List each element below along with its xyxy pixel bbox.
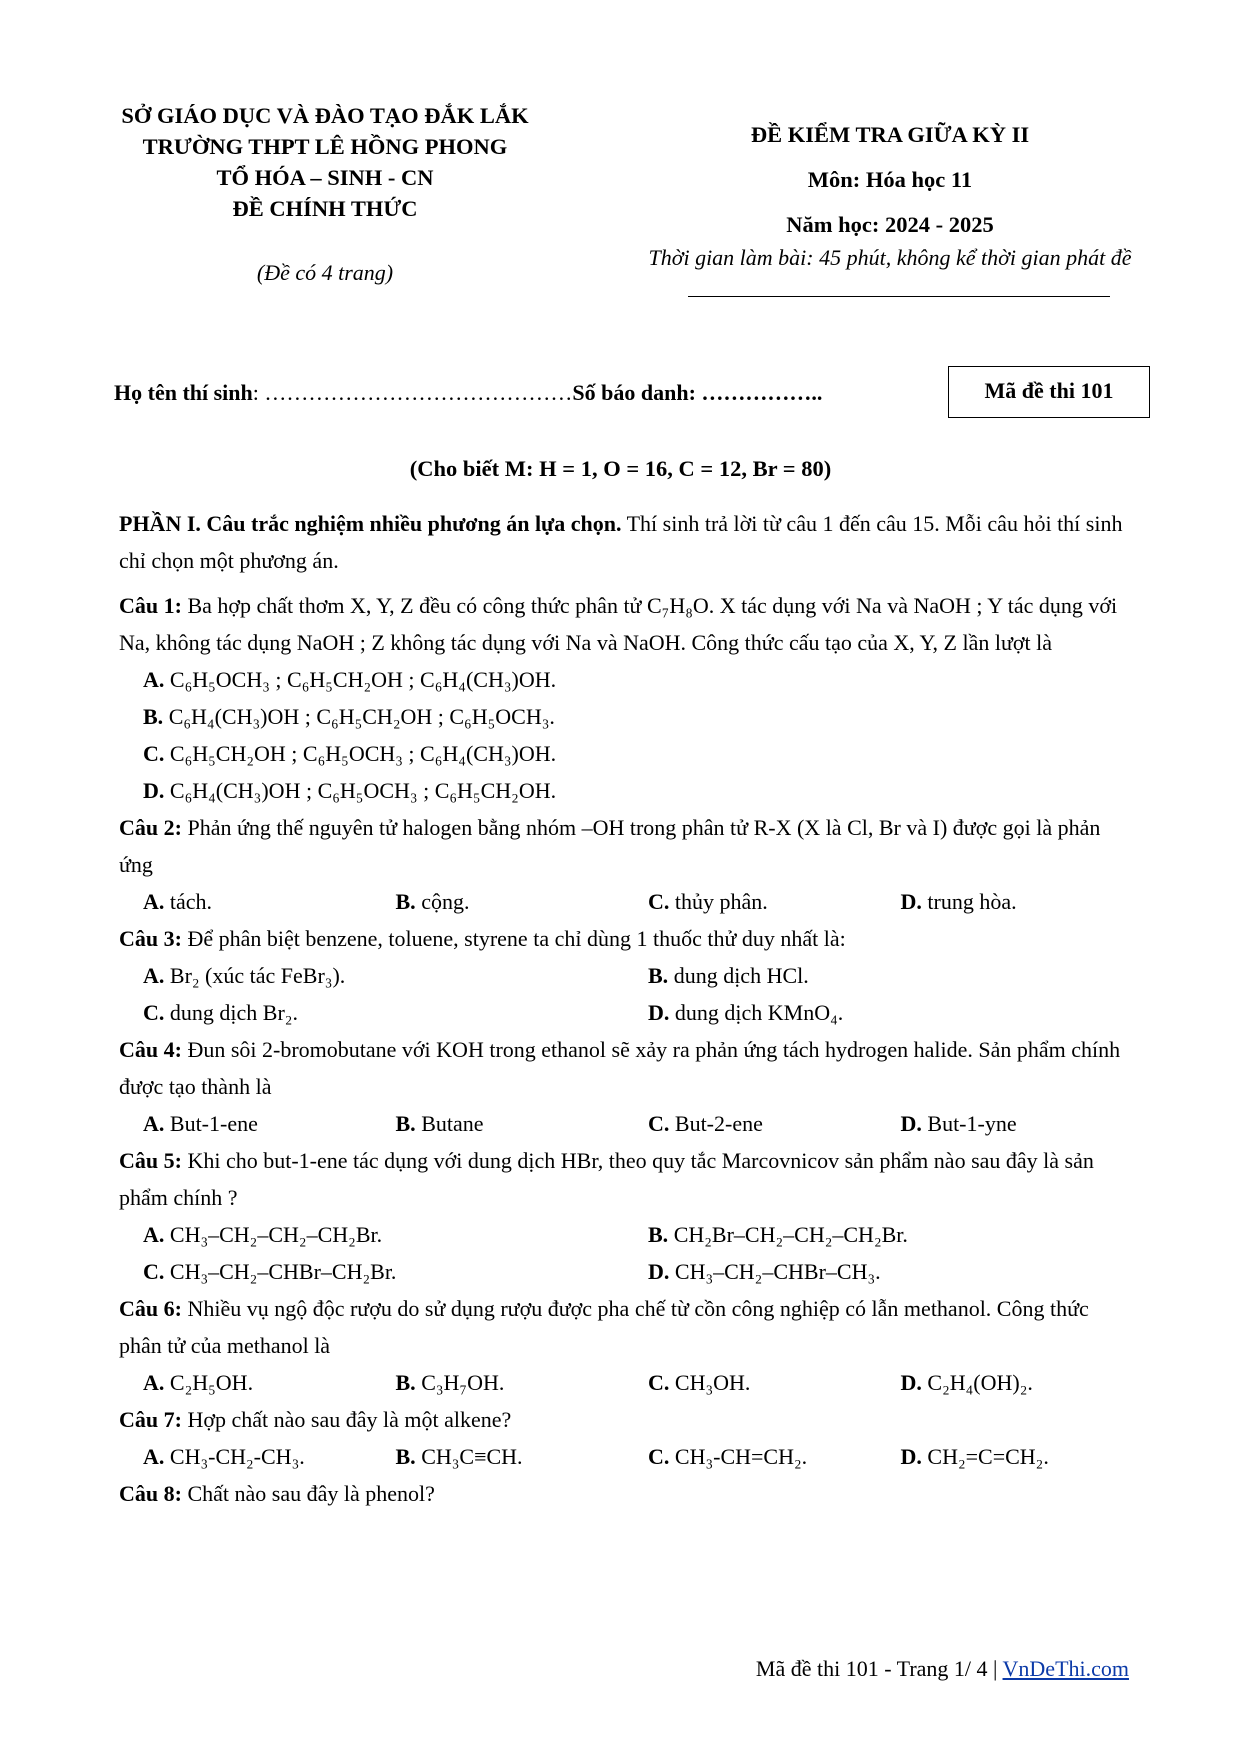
question-text: Đun sôi 2-bromobutane với KOH trong ethanol sẽ xảy ra phản ứng tách hydrogen halide. Sản phẩm chính được tạo thành là bbox=[119, 1037, 1121, 1099]
exam-code-box: Mã đề thi 101 bbox=[948, 366, 1150, 418]
question-label: Câu 7: bbox=[119, 1407, 182, 1432]
question-text: Khi cho but-1-ene tác dụng với dung dịch HBr, theo quy tắc Marcovnicov sản phẩm nào sau đây là sản phẩm chính ? bbox=[119, 1148, 1094, 1210]
option-letter: A. bbox=[143, 1444, 165, 1469]
option-text: CH₃-CH=CH₂. bbox=[669, 1444, 808, 1469]
page-footer bbox=[756, 1656, 1129, 1682]
option-text: thủy phân. bbox=[669, 889, 768, 914]
option-text: But-2-ene bbox=[669, 1111, 763, 1136]
candidate-id-label: Số báo danh: …………….. bbox=[572, 380, 823, 405]
option-text: CH₃–CH₂–CHBr–CH₂Br. bbox=[164, 1259, 397, 1284]
question-1 bbox=[119, 587, 1129, 661]
option-c bbox=[624, 883, 877, 920]
options-row bbox=[119, 1216, 1129, 1253]
option-letter: D. bbox=[143, 778, 165, 803]
question-label: Câu 6: bbox=[119, 1296, 182, 1321]
option-letter: D. bbox=[900, 1370, 922, 1395]
option-d bbox=[877, 883, 1130, 920]
option-text: C₆H₅OCH₃ ; C₆H₅CH₂OH ; C₆H₄(CH₃)OH. bbox=[164, 667, 557, 692]
options-row bbox=[119, 1105, 1129, 1142]
footer-link[interactable]: VnDeThi.com bbox=[1002, 1656, 1129, 1681]
option-letter: C. bbox=[143, 1259, 165, 1284]
part1-heading: PHẦN I. Câu trắc nghiệm nhiều phương án lựa chọn. bbox=[119, 511, 622, 536]
option-text: dung dịch HCl. bbox=[668, 963, 809, 988]
option-text: But-1-ene bbox=[164, 1111, 258, 1136]
options-row bbox=[119, 957, 1129, 994]
option-b bbox=[624, 957, 1129, 994]
school-year: Năm học: 2024 - 2025 bbox=[786, 212, 994, 237]
options-row bbox=[119, 772, 1129, 809]
option-letter: B. bbox=[395, 1444, 416, 1469]
option-letter: C. bbox=[648, 1370, 670, 1395]
option-letter: B. bbox=[395, 889, 416, 914]
question-text: Nhiều vụ ngộ độc rượu do sử dụng rượu được pha chế từ cồn công nghiệp có lẫn methanol. Công thức phân tử của methanol là bbox=[119, 1296, 1089, 1358]
options-row bbox=[119, 698, 1129, 735]
option-a bbox=[119, 1364, 372, 1401]
option-c bbox=[119, 1253, 624, 1290]
option-letter: A. bbox=[143, 1111, 165, 1136]
options-row bbox=[119, 735, 1129, 772]
option-b bbox=[372, 1438, 625, 1475]
questions-list bbox=[119, 587, 1129, 1512]
question-text: Phản ứng thế nguyên tử halogen bằng nhóm –OH trong phân tử R-X (X là Cl, Br và I) được gọi là phản ứng bbox=[119, 815, 1101, 877]
option-d bbox=[624, 994, 1129, 1031]
option-d bbox=[119, 772, 1129, 809]
option-letter: C. bbox=[143, 1000, 165, 1025]
exam-body bbox=[119, 505, 1129, 1512]
question-2 bbox=[119, 809, 1129, 883]
option-a bbox=[119, 1105, 372, 1142]
option-a bbox=[119, 957, 624, 994]
options-row bbox=[119, 1438, 1129, 1475]
option-letter: D. bbox=[900, 889, 922, 914]
option-letter: A. bbox=[143, 1370, 165, 1395]
option-text: tách. bbox=[164, 889, 213, 914]
option-b bbox=[372, 1105, 625, 1142]
question-label: Câu 2: bbox=[119, 815, 182, 840]
given-data: (Cho biết M: H = 1, O = 16, C = 12, Br = 80) bbox=[409, 456, 832, 481]
exam-header bbox=[600, 112, 1180, 247]
option-letter: D. bbox=[900, 1444, 922, 1469]
official-label: ĐỀ CHÍNH THỨC bbox=[232, 196, 418, 221]
options-row bbox=[119, 661, 1129, 698]
option-letter: C. bbox=[648, 1111, 670, 1136]
department-name: SỞ GIÁO DỤC VÀ ĐÀO TẠO ĐẮK LẮK bbox=[121, 103, 529, 128]
option-b bbox=[372, 1364, 625, 1401]
question-text: Để phân biệt benzene, toluene, styrene ta chỉ dùng 1 thuốc thử duy nhất là: bbox=[181, 926, 846, 951]
option-text: C₂H₅OH. bbox=[164, 1370, 254, 1395]
question-label: Câu 5: bbox=[119, 1148, 182, 1173]
option-letter: D. bbox=[648, 1000, 670, 1025]
group-name: TỔ HÓA – SINH - CN bbox=[216, 165, 434, 190]
options-row bbox=[119, 994, 1129, 1031]
option-c bbox=[624, 1364, 877, 1401]
candidate-name-dots: : …………………………………… bbox=[252, 380, 573, 405]
option-letter: C. bbox=[143, 741, 165, 766]
option-text: CH₃–CH₂–CH₂–CH₂Br. bbox=[164, 1222, 383, 1247]
option-a bbox=[119, 883, 372, 920]
option-text: dung dịch KMnO₄. bbox=[669, 1000, 844, 1025]
option-c bbox=[624, 1438, 877, 1475]
candidate-line bbox=[114, 380, 822, 406]
option-a bbox=[119, 661, 1129, 698]
option-text: cộng. bbox=[415, 889, 470, 914]
question-text: Chất nào sau đây là phenol? bbox=[181, 1481, 435, 1506]
option-text: CH₃-CH₂-CH₃. bbox=[164, 1444, 305, 1469]
option-text: CH₂Br–CH₂–CH₂–CH₂Br. bbox=[668, 1222, 908, 1247]
question-5 bbox=[119, 1142, 1129, 1216]
page-count-note: (Đề có 4 trang) bbox=[256, 260, 394, 285]
exam-title: ĐỀ KIỂM TRA GIỮA KỲ II bbox=[750, 122, 1030, 147]
option-text: C₆H₄(CH₃)OH ; C₆H₅OCH₃ ; C₆H₅CH₂OH. bbox=[164, 778, 557, 803]
option-letter: A. bbox=[143, 667, 165, 692]
option-d bbox=[877, 1105, 1130, 1142]
option-letter: D. bbox=[648, 1259, 670, 1284]
question-text: Ba hợp chất thơm X, Y, Z đều có công thức phân tử C₇H₈O. X tác dụng với Na và NaOH ; Y tác dụng với Na, không tác dụng NaOH ; Z không tác dụng với Na và NaOH. Công thức cấu tạo của X, Y, Z lần lượt là bbox=[119, 593, 1118, 655]
options-row bbox=[119, 1364, 1129, 1401]
option-c bbox=[119, 735, 1129, 772]
footer-text: Mã đề thi 101 - Trang 1/ 4 | bbox=[755, 1656, 1003, 1681]
question-text: Hợp chất nào sau đây là một alkene? bbox=[181, 1407, 512, 1432]
option-c bbox=[119, 994, 624, 1031]
school-name: TRƯỜNG THPT LÊ HỒNG PHONG bbox=[142, 134, 508, 159]
option-letter: C. bbox=[648, 889, 670, 914]
question-8 bbox=[119, 1475, 1129, 1512]
option-letter: B. bbox=[395, 1111, 416, 1136]
option-a bbox=[119, 1216, 624, 1253]
exam-subject: Môn: Hóa học 11 bbox=[807, 167, 973, 192]
question-6 bbox=[119, 1290, 1129, 1364]
school-header bbox=[60, 100, 590, 224]
option-text: Br₂ (xúc tác FeBr₃). bbox=[164, 963, 346, 988]
option-text: C₂H₄(OH)₂. bbox=[921, 1370, 1033, 1395]
question-label: Câu 8: bbox=[119, 1481, 182, 1506]
option-letter: D. bbox=[900, 1111, 922, 1136]
option-letter: B. bbox=[648, 1222, 669, 1247]
part1-intro bbox=[119, 505, 1129, 579]
option-d bbox=[877, 1364, 1130, 1401]
option-text: Butane bbox=[415, 1111, 484, 1136]
option-d bbox=[877, 1438, 1130, 1475]
option-text: CH₃OH. bbox=[669, 1370, 751, 1395]
option-letter: B. bbox=[395, 1370, 416, 1395]
part1-instruction: Thí sinh trả lời từ câu 1 đến câu 15. Mỗi câu hỏi thí sinh chỉ chọn một phương án. bbox=[119, 511, 1123, 573]
option-text: C₃H₇OH. bbox=[415, 1370, 505, 1395]
option-a bbox=[119, 1438, 372, 1475]
header-divider bbox=[688, 296, 1110, 297]
option-letter: B. bbox=[143, 704, 164, 729]
question-label: Câu 3: bbox=[119, 926, 182, 951]
option-text: C₆H₄(CH₃)OH ; C₆H₅CH₂OH ; C₆H₅OCH₃. bbox=[163, 704, 555, 729]
option-letter: A. bbox=[143, 1222, 165, 1247]
option-text: CH₂=C=CH₂. bbox=[921, 1444, 1049, 1469]
option-d bbox=[624, 1253, 1129, 1290]
option-c bbox=[624, 1105, 877, 1142]
option-b bbox=[624, 1216, 1129, 1253]
option-text: CH₃–CH₂–CHBr–CH₃. bbox=[669, 1259, 881, 1284]
options-row bbox=[119, 1253, 1129, 1290]
option-text: CH₃C≡CH. bbox=[415, 1444, 523, 1469]
option-text: But-1-yne bbox=[921, 1111, 1017, 1136]
option-text: dung dịch Br₂. bbox=[164, 1000, 298, 1025]
question-label: Câu 4: bbox=[119, 1037, 182, 1062]
option-b bbox=[372, 883, 625, 920]
time-note: Thời gian làm bài: 45 phút, không kể thời gian phát đề bbox=[648, 245, 1132, 270]
option-text: C₆H₅CH₂OH ; C₆H₅OCH₃ ; C₆H₄(CH₃)OH. bbox=[164, 741, 557, 766]
option-letter: B. bbox=[648, 963, 669, 988]
question-3 bbox=[119, 920, 1129, 957]
option-letter: A. bbox=[143, 963, 165, 988]
question-7 bbox=[119, 1401, 1129, 1438]
options-row bbox=[119, 883, 1129, 920]
question-4 bbox=[119, 1031, 1129, 1105]
option-b bbox=[119, 698, 1129, 735]
question-label: Câu 1: bbox=[119, 593, 182, 618]
candidate-name-label: Họ tên thí sinh bbox=[114, 380, 253, 405]
option-text: trung hòa. bbox=[921, 889, 1017, 914]
option-letter: C. bbox=[648, 1444, 670, 1469]
option-letter: A. bbox=[143, 889, 165, 914]
